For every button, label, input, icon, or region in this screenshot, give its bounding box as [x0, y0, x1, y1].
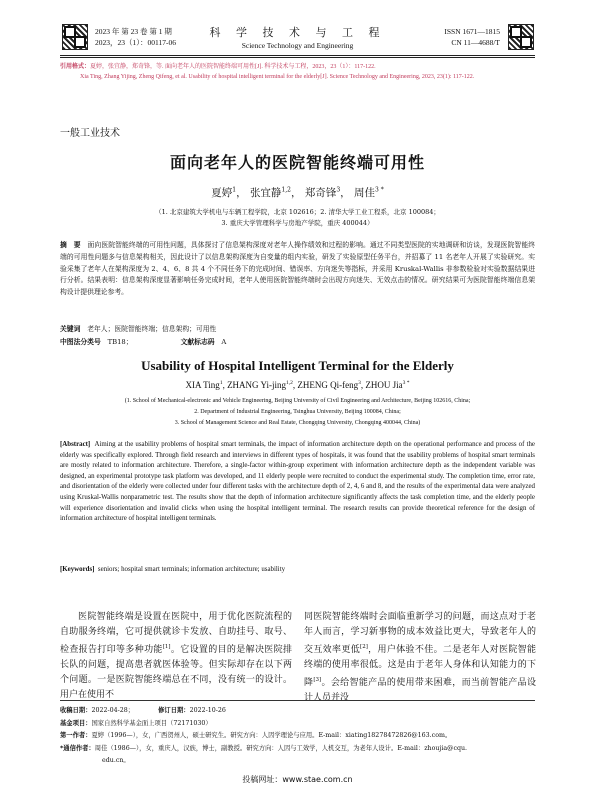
- header-issn: [420, 26, 500, 48]
- clc-value: TB18；: [107, 338, 133, 346]
- abstract-cn-label: 摘 要: [60, 241, 81, 249]
- affiliation-line: 2. Department of Industrial Engineering, Tsinghua University, Beijing 100084, China;: [194, 409, 401, 415]
- author-sup: 3 *: [402, 380, 410, 386]
- author-sup: 1: [232, 186, 237, 194]
- authors-en: [60, 380, 535, 390]
- footnote-fund: [60, 718, 535, 731]
- author-sep: ，: [340, 187, 351, 199]
- authors-cn: [60, 185, 535, 200]
- body-text: 。它设置的目的是解决医院排长队的问题，提高患者就医体验等。但实际却存在以下两个问题。一是医院智能终端总在不同，没有统一的设计。用户在使用不: [60, 645, 292, 700]
- body-column-right: [304, 610, 536, 706]
- affiliation-line: (1. School of Mechanical-electronic and Vehicle Engineering, Beijing University of Civil Engineering and Architecture, Beijing 102616, China;: [124, 398, 471, 404]
- doc-code-value: A: [221, 338, 227, 346]
- received-label: 收稿日期：: [60, 707, 92, 714]
- body-text: 同医院智能终端时会面临重新学习的问题，而这点对于老年人而言，学习新事物的成本效益比更大，导致老年人的交互效率更低: [304, 612, 536, 655]
- footnotes: [60, 705, 535, 768]
- affiliations-cn: [60, 207, 535, 229]
- header-divider: [60, 55, 535, 56]
- header-journal: [200, 26, 395, 51]
- author-name: 周佳: [354, 187, 375, 199]
- keywords-cn-label: 关键词: [60, 325, 81, 333]
- affiliation-line: （1. 北京建筑大学机电与车辆工程学院，北京 102616；2. 清华大学工业工程系，北京 100084；: [155, 208, 440, 216]
- body-text: ，用户体验不佳。二是老年人对医院智能终端的使用率很低。这是由于老年人身体和认知能力的下降: [304, 645, 536, 688]
- corresponding-text-cont: edu.cn。: [102, 757, 130, 764]
- qr-code-left-icon: [62, 24, 88, 50]
- body-column-left: [60, 610, 292, 703]
- keywords-en: [60, 566, 285, 573]
- author-name: XIA Ting: [185, 380, 220, 390]
- footnote-corresponding: [60, 743, 535, 768]
- reference-mark: [3]: [313, 677, 322, 683]
- title-cn: 面向老年人的医院智能终端可用性: [169, 153, 425, 172]
- abstract-cn: [60, 240, 535, 299]
- citation-en: Xia Ting, Zhang Yijing, Zheng Qifeng, et al. Usability of hospital intelligent terminal for the elderly[J]. Science Technology and Engineering, 2023, 23(1): 117-122.: [80, 73, 475, 80]
- author-name: 郑奇锋: [304, 187, 337, 199]
- submission-url[interactable]: 投稿网址：www.stae.com.cn: [242, 775, 353, 784]
- corresponding-label: *通信作者：: [60, 744, 95, 752]
- first-author-text: 夏婷（1996—），女，广西贺州人，硕士研究生。研究方向：人因学理论与应用。E-mail：xiating18278472826@163.com。: [91, 732, 452, 739]
- footnote-first-author: [60, 730, 535, 743]
- first-author-label: 第一作者：: [60, 732, 92, 739]
- author-sup: 1,2: [281, 186, 291, 194]
- citation-label: 引用格式：: [60, 64, 91, 70]
- header-issue: [95, 26, 176, 48]
- fund-text: 国家自然科学基金面上项目（72171030）: [91, 719, 212, 727]
- classification: [60, 336, 226, 346]
- reference-mark: [2]: [360, 644, 368, 650]
- header-divider-second: [60, 57, 535, 58]
- corresponding-text: 周佳（1986—），女，重庆人，汉族，博士，副教授。研究方向：人因与工效学，人机交互，为老年人设计。E-mail：zhoujia@cqu.: [94, 744, 468, 752]
- author-sep: ，: [290, 187, 302, 199]
- footnote-dates: [60, 705, 535, 718]
- citation-cn: 夏婷，张宜静，郑奇锋，等. 面向老年人的医院智能终端可用性[J]. 科学技术与工程，2023，23（1）：117-122.: [90, 64, 376, 70]
- affiliations-en: [60, 396, 535, 429]
- author-sup: 3 *: [375, 186, 384, 194]
- author-name: ZHOU Jia: [365, 380, 403, 390]
- header-issue-cn: 2023 年 第 23 卷 第 1 期: [95, 27, 172, 36]
- reference-mark: [1]: [162, 644, 171, 650]
- keywords-cn: [60, 323, 216, 333]
- issn: ISSN 1671—1815: [444, 27, 500, 36]
- affiliation-line: 3. 重庆大学管理科学与房地产学院，重庆 400044）: [221, 219, 374, 227]
- author-name: ZHENG Qi-feng: [297, 380, 359, 390]
- author-name: 夏婷: [211, 187, 233, 199]
- abstract-en: [60, 440, 535, 525]
- section-heading: 一般工业技术: [60, 128, 120, 139]
- author-sep: ,: [292, 380, 298, 390]
- abstract-en-text: Aiming at the usability problems of hospital smart terminals, the impact of information architecture depth on the operational performance and process of the elderly was specifically explored. Through field research and interviews in different types of hospitals, it was found that the usability problems of hospital smart terminals are mostly related to information architecture. Therefore, a single-factor within-group experiment with information architecture depth as the independent variable was designed, an experimental prototype task platform was developed, and 11 elderly people were recruited to conduct the experimental study. The completion time, error rate, and disorientation of the elderly were collected under four different tasks with the architecture depth of 2, 4, 6 and 8, and the results of the experimental data were analyzed using Kruskal-Wallis nonparametric test. The results show that the depth of information architecture significantly affects the task completion time, and the elderly people will experience disorientation and invalid clicks when using the hospital intelligent terminal. The research results can provide theoretical reference for the design of information architecture of hospital intelligent terminals.: [60, 441, 535, 523]
- fund-label: 基金项目：: [60, 719, 92, 727]
- doc-code-label: 文献标志码: [180, 338, 215, 346]
- author-name: 张宜静: [249, 187, 282, 199]
- author-name: ZHANG Yi-jing: [227, 380, 286, 390]
- keywords-en-label: [Keywords]: [60, 566, 95, 573]
- author-sep: ,: [222, 380, 228, 390]
- revised-label: 修订日期：: [158, 707, 190, 714]
- footnote-divider: [60, 700, 535, 701]
- author-sup: 3: [358, 380, 361, 386]
- body-text: 医院智能终端是设置在医院中，用于优化医院流程的自助服务终端，它可提供就诊卡发放、自助挂号、取号、检查报告打印等多种功能: [60, 612, 292, 655]
- title-en: Usability of Hospital Intelligent Terminal for the Elderly: [141, 358, 454, 373]
- author-sep: ,: [360, 380, 366, 390]
- journal-name-cn: 科 学 技 术 与 工 程: [209, 26, 386, 39]
- author-sup: 3: [336, 186, 341, 194]
- author-sup: 1,2: [285, 380, 293, 386]
- received-date: 2022-04-28；: [91, 707, 135, 714]
- revised-date: 2022-10-26: [189, 707, 226, 714]
- keywords-en-text: seniors; hospital smart terminals; information architecture; usability: [97, 566, 286, 573]
- journal-name-en: Science Technology and Engineering: [241, 41, 354, 50]
- keywords-cn-text: 老年人；医院智能终端；信息架构；可用性: [87, 325, 217, 333]
- abstract-en-label: [Abstract]: [60, 441, 91, 448]
- clc-label: 中图法分类号: [60, 338, 101, 346]
- abstract-cn-text: 面向医院智能终端的可用性问题，具体探讨了信息架构深度对老年人操作绩效和过程的影响。通过不同类型医院的实地调研和访谈，发现医院智能终端的可用性问题多与信息架构相关，因此设计了以信息架构深度为自变量的组内实验，研发了实验原型任务平台，并招募了 11 名老年人开展了实验研究。实验采集了老年人在架构深度为 2、4、6、8 共 4 个不同任务下的完成时间、错误率、方向迷失等指标，并采用 Kruskal-Wallis 非参数检验对实验数据结果进行分析。结果表明：信息架构深度显著影响任务完成时间，老年人使用医院智能终端时会出现方向迷失、无效点击的情况。研究结果可为医院智能终端信息架构设计提供理论参考。: [60, 241, 536, 297]
- affiliation-line: 3. School of Management Science and Real Estate, Chongqing University, Chongqing 400044, China): [174, 420, 421, 426]
- qr-code-right-icon: [508, 24, 534, 50]
- body-text: 。会给智能产品的使用带来困难，而当前智能产品设计人员并没: [304, 678, 536, 703]
- author-sep: ，: [236, 187, 247, 199]
- cn-number: CN 11—4688/T: [451, 38, 500, 47]
- header-issue-num: 2023，23（1）：00117-06: [95, 38, 176, 47]
- citation-format: [60, 63, 538, 82]
- author-sup: 1: [219, 380, 223, 386]
